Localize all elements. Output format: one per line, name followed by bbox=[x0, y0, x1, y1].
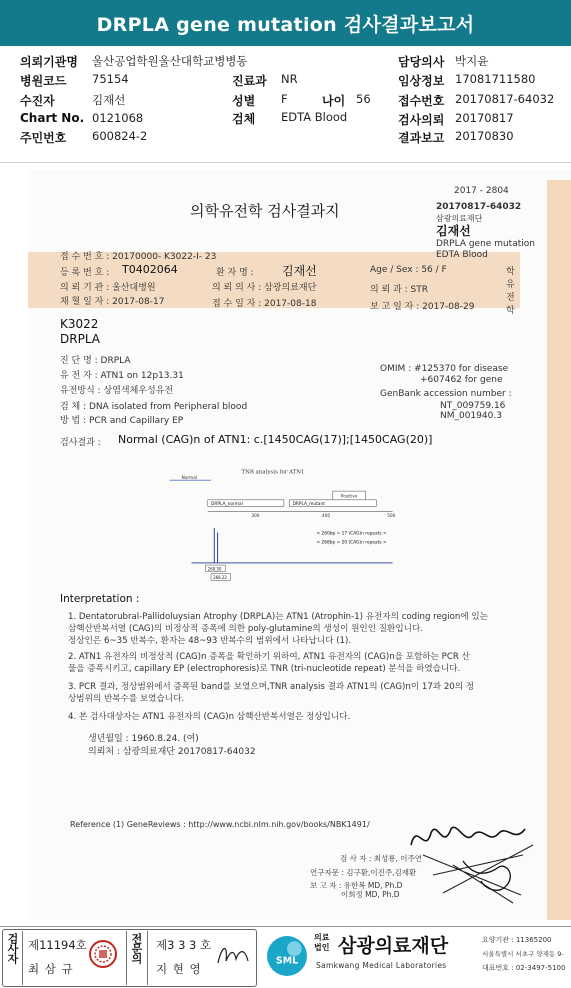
logo-badge-text: SML bbox=[275, 955, 299, 967]
label-line1: 20170817-64032 bbox=[436, 202, 522, 212]
value-doctor: 박지윤 bbox=[455, 54, 489, 68]
result: Normal (CAG)n of ATN1: c.[1450CAG(17)];[1450CAG(20)] bbox=[118, 433, 433, 446]
sml-logo-icon bbox=[266, 935, 308, 977]
report-footer bbox=[0, 926, 571, 988]
handwritten-signature bbox=[403, 815, 543, 905]
genbank: GenBank accession number : bbox=[380, 389, 512, 399]
gel-scale-300: 300 bbox=[251, 514, 260, 520]
collect-date: 채 혈 일 자 : 2017-08-17 bbox=[60, 297, 165, 307]
label-report-date: 결과보고 bbox=[398, 131, 445, 145]
patient-name: 김재선 bbox=[282, 264, 317, 278]
requester-ref: 의뢰처 : 삼광의료재단 20170817-64032 bbox=[88, 747, 256, 757]
diagnosis: 진 단 명 : DRPLA bbox=[60, 356, 131, 366]
label-doctor: 담당의사 bbox=[398, 55, 445, 69]
corp-label: 의료법인 bbox=[314, 933, 330, 952]
highlight-side bbox=[547, 180, 571, 920]
report-date: 보 고 일 자 : 2017-08-29 bbox=[370, 302, 475, 312]
value-chart-no: 0121068 bbox=[92, 111, 144, 125]
label-dept: 진료과 bbox=[232, 74, 267, 88]
dept: 의 뢰 과 : STR bbox=[370, 285, 429, 295]
gel-bar-normal-label: DRPLA_normal bbox=[211, 502, 243, 508]
gel-normal: Normal bbox=[181, 476, 198, 482]
value-sex: F bbox=[281, 92, 288, 106]
label-line4: DRPLA gene mutation bbox=[436, 239, 535, 249]
value-hospital: 울산공업학원울산대학교병병동 bbox=[92, 54, 248, 68]
gel-scale-400: 400 bbox=[321, 514, 331, 520]
specialist-signature bbox=[214, 939, 254, 969]
label-request-date: 검사의뢰 bbox=[398, 113, 445, 127]
signer-3: 보 고 자 : 유한복 MD, Ph.D bbox=[310, 881, 403, 890]
label-specimen: 검체 bbox=[232, 112, 256, 126]
interpretation-4 bbox=[68, 711, 350, 723]
tnr-analysis-figure bbox=[148, 452, 398, 602]
gel-peak-label-1: 260.50 bbox=[207, 566, 222, 572]
label-clinical-info: 임상정보 bbox=[398, 74, 445, 88]
interp-line: 정상인은 6~35 반복수, 환자는 48~93 반복수의 범위에서 나타납니다 (1). bbox=[68, 636, 352, 646]
interpretation-title: Interpretation : bbox=[60, 593, 140, 605]
gel-note-1: < 260bp = 17 (CAG)n repeats > bbox=[316, 531, 387, 537]
receipt-number: 접 수 번 호 : 20170000- K3022-I- 23 bbox=[60, 252, 217, 262]
requester: 의 뢰 의 사 : 삼광의료재단 bbox=[212, 283, 317, 293]
interp-line: 2. ATN1 유전자의 비정상적 (CAG)n 증폭을 확인하기 위하여, ATN1 유전자의 (CAG)n을 포함하는 PCR 산 bbox=[68, 652, 470, 662]
nt-accession: NT_009759.16 bbox=[440, 401, 506, 411]
interpretation-1 bbox=[68, 611, 488, 647]
label-sex: 성별 bbox=[232, 94, 256, 108]
reg-no: T0402064 bbox=[122, 263, 178, 276]
interpretation-3 bbox=[68, 681, 474, 705]
tester-label: 검사자 bbox=[6, 933, 19, 963]
gel-note-2: < 268bp = 20 (CAG)n repeats > bbox=[316, 540, 387, 546]
reference: Reference (1) GeneReviews : http://www.ncbi.nlm.nih.gov/books/NBK1491/ bbox=[70, 820, 370, 829]
value-resident-no: 600824-2 bbox=[92, 129, 148, 143]
divider bbox=[0, 162, 571, 163]
label-line2: 삼광의료재단 bbox=[436, 214, 483, 223]
specimen-label bbox=[428, 200, 548, 258]
label-patient: 수진자 bbox=[20, 94, 55, 108]
test-name: DRPLA bbox=[60, 332, 100, 346]
age-sex: Age / Sex : 56 / F bbox=[370, 265, 447, 275]
patient-info-block bbox=[0, 46, 571, 166]
org-name-en: Samkwang Medical Laboratories bbox=[316, 961, 447, 970]
birth-date: 생년월일 : 1960.8.24. (여) bbox=[88, 734, 199, 744]
sign-divider bbox=[147, 931, 148, 985]
side-note: 학 유 전 학 bbox=[506, 267, 515, 316]
label-age: 나이 bbox=[322, 94, 346, 108]
label-chart-no: Chart No. bbox=[20, 111, 85, 125]
contact-1: 요양기관 : 11365200 bbox=[482, 936, 552, 944]
gene: 유 전 자 : ATN1 on 12p13.31 bbox=[60, 371, 184, 381]
label-name: 김재선 bbox=[436, 224, 471, 238]
test-code: K3022 bbox=[60, 317, 99, 331]
patient-label: 환 자 명 : bbox=[216, 268, 254, 278]
interp-line: 1. Dentatorubral-Pallidoluysian Atrophy (DRPLA)는 ATN1 (Atrophin-1) 유전자의 coding region에 있는 bbox=[68, 612, 488, 622]
sign-divider bbox=[22, 931, 23, 985]
interp-line: 삼핵산반복서열 (CAG)의 비정상적 증폭에 의한 poly-glutamine의 생성이 원인인 질환입니다. bbox=[68, 624, 423, 634]
org-name: 삼광의료재단 bbox=[338, 935, 449, 957]
nm-accession: NM_001940.3 bbox=[440, 411, 502, 421]
specialist-number: 제3 3 3 호 bbox=[156, 938, 212, 952]
label-receipt-no: 접수번호 bbox=[398, 94, 445, 108]
value-dept: NR bbox=[281, 72, 298, 86]
signer-2: 연구자문 : 김구환,이진주,김재환 bbox=[310, 868, 417, 877]
label-resident-no: 주민번호 bbox=[20, 131, 67, 145]
label-line5: EDTA Blood bbox=[436, 250, 488, 260]
tester-name: 최 삼 규 bbox=[28, 962, 74, 976]
result-label: 검사결과 : bbox=[60, 438, 101, 448]
label-hospital: 의뢰기관명 bbox=[20, 55, 78, 69]
sign-divider bbox=[126, 931, 127, 985]
gel-title: TNR analysis for ATN1 bbox=[241, 469, 305, 476]
scan-title: 의학유전학 검사결과지 bbox=[190, 202, 340, 220]
interp-line: 3. PCR 결과, 정상범위에서 증폭된 band를 보였으며,TNR analysis 결과 ATN1의 (CAG)n이 17과 20의 정 bbox=[68, 682, 475, 692]
omim: OMIM : #125370 for disease bbox=[380, 364, 509, 374]
report-title: DRPLA gene mutation 검사결과보고서 bbox=[96, 13, 475, 36]
requester-org: 의 뢰 기 관 : 울산대병원 bbox=[60, 283, 156, 293]
contact-2: 서울특별시 서초구 양재동 9- bbox=[482, 950, 564, 958]
interp-line: 4. 본 검사대상자는 ATN1 유전자의 (CAG)n 삼핵산반복서열은 정상입니다. bbox=[68, 712, 351, 722]
doc-number: 2017 - 2804 bbox=[454, 186, 509, 196]
contact-3: 대표번호 : 02-3497-5100 bbox=[482, 964, 566, 972]
value-age: 56 bbox=[356, 92, 371, 106]
scanned-report bbox=[28, 170, 571, 920]
specialist-name: 지 현 영 bbox=[156, 962, 202, 976]
reg-no-label: 등 록 번 호 : bbox=[60, 268, 110, 278]
label-hospital-code: 병원코드 bbox=[20, 74, 67, 88]
value-report-date: 20170830 bbox=[455, 129, 514, 143]
report-title-banner bbox=[0, 0, 571, 46]
signer-1: 검 사 자 : 최성룡, 이주연 bbox=[340, 854, 423, 863]
interp-line: 물을 증폭시키고, capillary EP (electrophoresis)로 TNR (tri-nucleotide repeat) 분석을 하였습니다. bbox=[68, 664, 461, 674]
gel-scale-500: 500 bbox=[387, 514, 396, 520]
signer-4: 이희정 MD, Ph.D bbox=[341, 890, 400, 899]
method: 방 법 : PCR and Capillary EP bbox=[60, 416, 184, 426]
inheritance: 유전방식 : 상염색체우성유전 bbox=[60, 386, 174, 396]
receive-date: 접 수 일 자 : 2017-08-18 bbox=[212, 299, 317, 309]
interpretation-2 bbox=[68, 651, 470, 675]
interp-line: 상범위의 반복수를 보였습니다. bbox=[68, 694, 185, 704]
value-receipt-no: 20170817-64032 bbox=[455, 92, 555, 106]
gel-peak-label-2: 268.22 bbox=[213, 575, 227, 581]
gel-positive: Positive bbox=[340, 494, 358, 500]
value-hospital-code: 75154 bbox=[92, 72, 129, 86]
value-clinical-info: 17081711580 bbox=[455, 72, 536, 86]
specialist-label: 전문의 bbox=[130, 933, 143, 963]
omim-gene: +607462 for gene bbox=[420, 375, 503, 385]
value-specimen: EDTA Blood bbox=[281, 110, 348, 124]
value-patient: 김재선 bbox=[92, 93, 126, 107]
tester-number: 제11194호 bbox=[28, 938, 87, 952]
gel-bar-mutant-label: DRPLA_mutant bbox=[292, 502, 325, 508]
specimen: 검 체 : DNA isolated from Peripheral blood bbox=[60, 402, 248, 412]
seal-stamp-icon bbox=[88, 939, 118, 969]
value-request-date: 20170817 bbox=[455, 111, 514, 125]
